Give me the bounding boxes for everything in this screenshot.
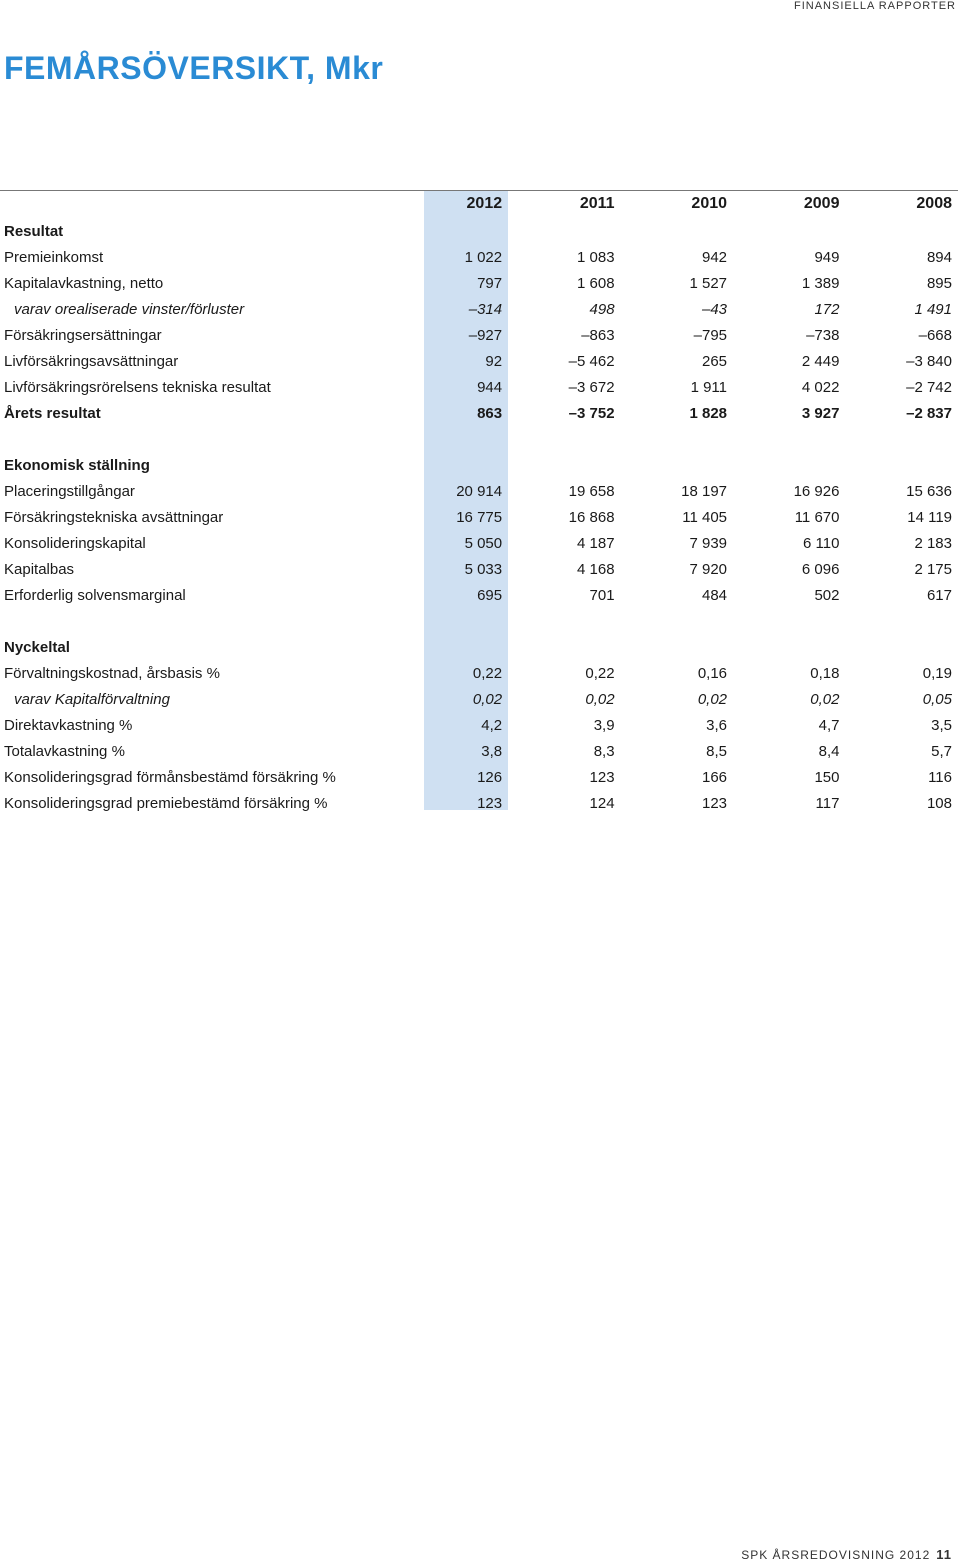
cell-value: 797 bbox=[477, 274, 503, 292]
table-row bbox=[0, 556, 960, 582]
table-row bbox=[0, 790, 960, 816]
cell-value: 15 636 bbox=[906, 482, 952, 500]
cell-value: 6 096 bbox=[801, 560, 840, 578]
cell-value: 695 bbox=[477, 586, 503, 604]
cell-value: –738 bbox=[806, 326, 840, 344]
cell-value: –927 bbox=[468, 326, 503, 344]
five-year-table-container bbox=[0, 190, 960, 816]
row-label: Konsolideringsgrad premiebestämd försäkring % bbox=[4, 794, 328, 812]
year-header: 2009 bbox=[803, 195, 840, 212]
cell-value: 484 bbox=[701, 586, 728, 604]
row-label: Placeringstillgångar bbox=[4, 482, 135, 500]
section-spacer bbox=[0, 608, 960, 634]
row-label: Försäkringstekniska avsättningar bbox=[4, 508, 224, 526]
year-header: 2011 bbox=[579, 195, 615, 212]
cell-value: 502 bbox=[814, 586, 840, 604]
cell-value: 1 083 bbox=[577, 248, 615, 266]
table-row bbox=[0, 530, 960, 556]
cell-value: 8,3 bbox=[593, 742, 615, 760]
cell-value: –863 bbox=[581, 326, 615, 344]
cell-value: –3 672 bbox=[568, 378, 615, 396]
table-row bbox=[0, 348, 960, 374]
cell-value: 0,16 bbox=[697, 664, 728, 682]
cell-value: 863 bbox=[477, 404, 503, 422]
section-heading-row bbox=[0, 218, 960, 244]
row-label: Årets resultat bbox=[4, 404, 101, 422]
cell-value: 3 927 bbox=[801, 404, 840, 422]
row-label: Förvaltningskostnad, årsbasis % bbox=[4, 664, 220, 682]
cell-value: –314 bbox=[468, 300, 503, 318]
row-label: Premieinkomst bbox=[4, 248, 104, 266]
cell-value: 894 bbox=[926, 248, 952, 266]
row-label: varav orealiserade vinster/förluster bbox=[14, 300, 245, 318]
row-label: Kapitalbas bbox=[4, 560, 75, 578]
cell-value: 126 bbox=[477, 768, 503, 786]
cell-value: 5,7 bbox=[931, 742, 952, 760]
cell-value: 1 527 bbox=[689, 274, 728, 292]
cell-value: 8,5 bbox=[706, 742, 728, 760]
cell-value: 172 bbox=[814, 300, 840, 318]
table-row bbox=[0, 478, 960, 504]
running-head: FINANSIELLA RAPPORTER bbox=[793, 0, 956, 12]
section-heading-row bbox=[0, 452, 960, 478]
cell-value: 1 828 bbox=[689, 404, 728, 422]
cell-value: 0,02 bbox=[585, 690, 615, 708]
cell-value: 166 bbox=[701, 768, 728, 786]
table-row bbox=[0, 270, 960, 296]
cell-value: 108 bbox=[926, 794, 952, 812]
cell-value: 895 bbox=[926, 274, 952, 292]
section-heading: Ekonomisk ställning bbox=[4, 456, 150, 474]
table-row bbox=[0, 660, 960, 686]
section-heading: Nyckeltal bbox=[4, 638, 70, 656]
cell-value: 4,7 bbox=[818, 716, 840, 734]
table-row bbox=[0, 764, 960, 790]
cell-value: 0,02 bbox=[472, 690, 503, 708]
cell-value: 124 bbox=[589, 794, 615, 812]
cell-value: 116 bbox=[928, 768, 952, 786]
cell-value: 4 168 bbox=[577, 560, 615, 578]
cell-value: –795 bbox=[693, 326, 728, 344]
cell-value: 2 175 bbox=[914, 560, 952, 578]
cell-value: 1 389 bbox=[801, 274, 840, 292]
label-column-header bbox=[0, 190, 410, 218]
row-label: Livförsäkringsrörelsens tekniska resultat bbox=[4, 378, 271, 396]
cell-value: 701 bbox=[589, 586, 615, 604]
page-title: FEMÅRSÖVERSIKT, Mkr bbox=[4, 50, 384, 86]
cell-value: 498 bbox=[589, 300, 615, 318]
year-header-row bbox=[0, 190, 960, 218]
row-label: varav Kapitalförvaltning bbox=[14, 690, 170, 708]
table-row bbox=[0, 374, 960, 400]
year-header: 2010 bbox=[691, 195, 728, 212]
cell-value: 16 926 bbox=[793, 482, 840, 500]
cell-value: 0,02 bbox=[697, 690, 728, 708]
cell-value: 617 bbox=[926, 586, 952, 604]
table-row bbox=[0, 244, 960, 270]
page-number: 11 bbox=[936, 1547, 952, 1562]
cell-value: –2 742 bbox=[906, 378, 952, 396]
table-row bbox=[0, 400, 960, 426]
cell-value: 14 119 bbox=[907, 508, 952, 526]
table-row bbox=[0, 712, 960, 738]
cell-value: –43 bbox=[701, 300, 728, 318]
cell-value: 16 868 bbox=[568, 508, 615, 526]
cell-value: –3 752 bbox=[568, 404, 615, 422]
row-label: Livförsäkringsavsättningar bbox=[4, 352, 179, 370]
five-year-overview-table bbox=[0, 190, 960, 816]
cell-value: 3,8 bbox=[481, 742, 503, 760]
year-header: 2012 bbox=[466, 195, 503, 212]
cell-value: 4 187 bbox=[577, 534, 615, 552]
cell-value: 4 022 bbox=[801, 378, 840, 396]
cell-value: –668 bbox=[918, 326, 952, 344]
cell-value: 265 bbox=[701, 352, 728, 370]
row-label: Direktavkastning % bbox=[4, 716, 133, 734]
cell-value: 0,19 bbox=[922, 664, 952, 682]
cell-value: 0,05 bbox=[922, 690, 952, 708]
section-heading-row bbox=[0, 634, 960, 660]
cell-value: –3 840 bbox=[906, 352, 952, 370]
row-label: Försäkringsersättningar bbox=[4, 326, 162, 344]
cell-value: 123 bbox=[701, 794, 728, 812]
table-row bbox=[0, 296, 960, 322]
cell-value: 0,22 bbox=[472, 664, 503, 682]
table-row bbox=[0, 738, 960, 764]
cell-value: 2 183 bbox=[914, 534, 952, 552]
cell-value: 944 bbox=[477, 378, 503, 396]
cell-value: 1 608 bbox=[577, 274, 615, 292]
cell-value: 2 449 bbox=[801, 352, 840, 370]
cell-value: 8,4 bbox=[818, 742, 840, 760]
cell-value: 3,5 bbox=[931, 716, 952, 734]
page-footer bbox=[741, 1547, 952, 1562]
cell-value: 3,6 bbox=[706, 716, 728, 734]
row-label: Kapitalavkastning, netto bbox=[4, 274, 164, 292]
cell-value: 5 050 bbox=[464, 534, 503, 552]
year-header: 2008 bbox=[916, 195, 952, 212]
section-spacer bbox=[0, 426, 960, 452]
cell-value: 5 033 bbox=[464, 560, 503, 578]
cell-value: –2 837 bbox=[906, 404, 952, 422]
cell-value: 6 110 bbox=[803, 534, 840, 552]
row-label: Totalavkastning % bbox=[4, 742, 125, 760]
cell-value: 949 bbox=[814, 248, 840, 266]
cell-value: 1 911 bbox=[690, 378, 728, 396]
table-row bbox=[0, 322, 960, 348]
cell-value: 123 bbox=[477, 794, 503, 812]
row-label: Erforderlig solvensmarginal bbox=[4, 586, 186, 604]
row-label: Konsolideringsgrad förmånsbestämd försäkring % bbox=[4, 768, 336, 786]
cell-value: 20 914 bbox=[456, 482, 503, 500]
cell-value: 11 670 bbox=[794, 508, 840, 526]
cell-value: 18 197 bbox=[681, 482, 728, 500]
table-body bbox=[0, 218, 960, 816]
cell-value: 11 405 bbox=[682, 508, 728, 526]
cell-value: 92 bbox=[485, 352, 503, 370]
cell-value: 0,02 bbox=[810, 690, 840, 708]
cell-value: 942 bbox=[701, 248, 728, 266]
cell-value: 117 bbox=[815, 794, 840, 812]
cell-value: –5 462 bbox=[568, 352, 615, 370]
footer-text: SPK ÅRSREDOVISNING 2012 bbox=[741, 1548, 931, 1562]
cell-value: 3,9 bbox=[593, 716, 615, 734]
cell-value: 4,2 bbox=[481, 716, 503, 734]
cell-value: 1 022 bbox=[464, 248, 503, 266]
cell-value: 150 bbox=[814, 768, 840, 786]
table-row bbox=[0, 504, 960, 530]
section-heading: Resultat bbox=[4, 222, 64, 240]
cell-value: 16 775 bbox=[456, 508, 503, 526]
cell-value: 0,22 bbox=[585, 664, 615, 682]
row-label: Konsolideringskapital bbox=[4, 534, 146, 552]
cell-value: 1 491 bbox=[914, 300, 952, 318]
cell-value: 19 658 bbox=[568, 482, 615, 500]
cell-value: 7 939 bbox=[689, 534, 728, 552]
cell-value: 7 920 bbox=[689, 560, 728, 578]
table-row bbox=[0, 686, 960, 712]
table-row bbox=[0, 582, 960, 608]
cell-value: 0,18 bbox=[810, 664, 840, 682]
cell-value: 123 bbox=[589, 768, 615, 786]
